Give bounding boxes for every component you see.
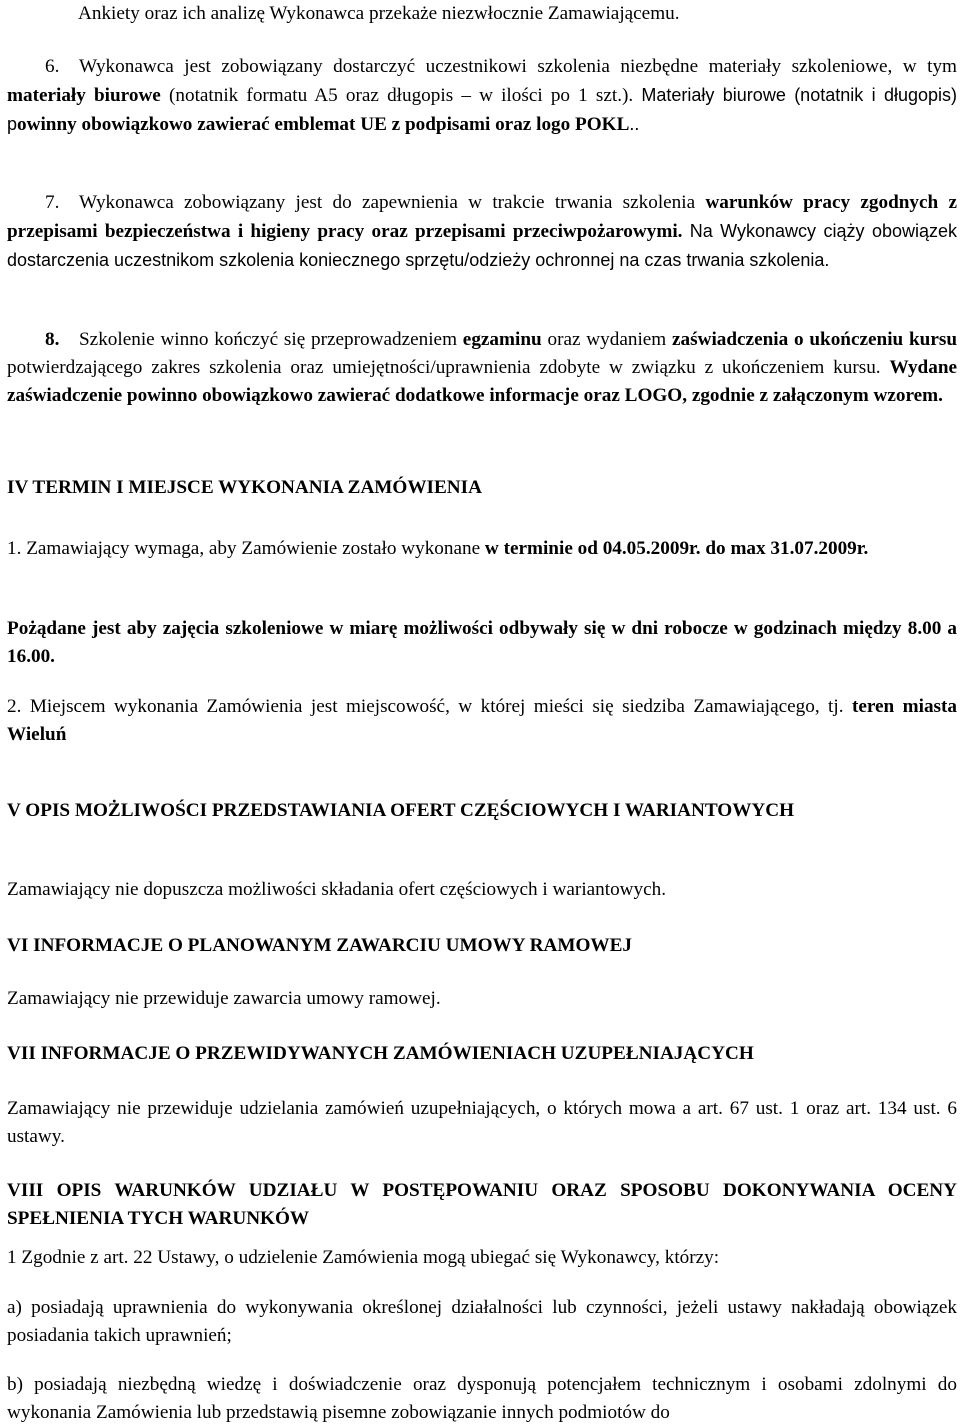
heading-text: VI INFORMACJE O PLANOWANYM ZAWARCIU UMOWY RAMOWEJ [7,935,632,956]
paragraph-text: Zamawiający nie przewiduje zawarcia umowy ramowej. [7,988,441,1009]
heading-text: VII INFORMACJE O PRZEWIDYWANYCH ZAMÓWIENIACH UZUPEŁNIAJĄCYCH [7,1043,754,1064]
list-item-b [7,1371,957,1427]
list-item-8 [7,326,957,410]
item-text: oraz wydaniem [547,329,667,350]
paragraph-text: 1 Zgodnie z art. 22 Ustawy, o udzielenie Zamówienia mogą ubiegać się Wykonawcy, którzy: [7,1247,720,1268]
item-text: (notatnik formatu A5 oraz długopis – w ilości po 1 szt.). [169,85,634,106]
list-item-a [7,1294,957,1350]
paragraph-zajecia [7,615,957,671]
item-text-sans: .. [629,114,640,134]
list-number: 7. [45,192,60,213]
paragraph-termin [7,535,957,563]
item-text: Wykonawca zobowiązany jest do zapewnienia w trakcie trwania szkolenia [79,192,696,213]
item-bold: egzaminu [462,329,542,350]
item-text: b) posiadają niezbędną wiedzę i doświadczenie oraz dysponują potencjałem technicznym i osobami zdolnymi do wykonania Zamówienia lub przedstawią pisemne zobowiązanie innych podmiotów do [7,1374,957,1423]
item-bold: Wydane zaświadczenie powinno obowiązkowo zawierać dodatkowe informacje oraz LOGO, zgodnie z załączonym wzorem. [7,357,958,406]
paragraph-bold: teren miasta Wieluń [7,696,958,745]
paragraph-text: 2. Miejscem wykonania Zamówienia jest miejscowość, w której mieści się siedziba Zamawiającego, tj. [7,696,844,717]
section-heading-viii [7,1177,957,1233]
item-text: a) posiadają uprawnienia do wykonywania określonej działalności lub czynności, jeżeli ustawy nakładają obowiązek posiadania takich uprawnień; [7,1297,957,1346]
paragraph-text: Ankiety oraz ich analizę Wykonawca przekaże niezwłocznie Zamawiającemu. [78,3,680,24]
section-heading-vii [7,1040,957,1068]
paragraph-text: 1. Zamawiający wymaga, aby Zamówienie zostało wykonane [7,538,481,559]
item-bold: materiały biurowe [7,85,161,106]
item-text-sans: Na Wykonawcy ciąży obowiązek dostarczenia uczestnikom szkolenia koniecznego sprzętu/odzieży ochronnej na czas trwania szkolenia. [7,221,958,270]
paragraph-miejsce [7,693,957,749]
paragraph-bold: w terminie od 04.05.2009r. do max 31.07.2009r. [484,538,869,559]
paragraph-ankiety [78,0,956,28]
section-heading-vi [7,932,957,960]
heading-text: IV TERMIN I MIEJSCE WYKONANIA ZAMÓWIENIA [7,477,482,498]
paragraph-sec7 [7,1095,957,1151]
list-item-7 [7,189,957,275]
item-bold: zaświadczenia o ukończeniu kursu [672,329,957,350]
paragraph-sec6 [7,985,957,1013]
section-heading-iv [7,474,957,502]
item-text: potwierdzającego zakres szkolenia oraz umiejętności/uprawnienia zdobyte w związku z ukończeniem kursu. [7,357,881,378]
paragraph-text: Zamawiający nie dopuszcza możliwości składania ofert częściowych i wariantowych. [7,879,667,900]
paragraph-bold: Pożądane jest aby zajęcia szkoleniowe w miarę możliwości odbywały się w dni robocze w godzinach między 8.00 a 16.00. [7,618,957,667]
paragraph-text: Zamawiający nie przewiduje udzielania zamówień uzupełniających, o których mowa a art. 67 ust. 1 oraz art. 134 ust. 6 ustawy. [7,1098,957,1147]
item-bold: owinny obowiązkowo zawierać emblemat UE z podpisami oraz logo POKL [17,114,630,135]
list-item-6 [7,53,957,139]
list-number: 6. [45,56,60,77]
paragraph-sec8-intro [7,1244,957,1272]
item-text: Szkolenie winno kończyć się przeprowadzeniem [79,329,457,350]
paragraph-sec5 [7,876,957,904]
item-text-sans: Materiały biurowe (notatnik i długopis) p [7,85,958,134]
list-number: 8. [45,329,60,350]
heading-text: V OPIS MOŻLIWOŚCI PRZEDSTAWIANIA OFERT CZĘŚCIOWYCH I WARIANTOWYCH [7,800,795,821]
section-heading-v [7,797,957,825]
item-bold: warunków pracy zgodnych z przepisami bezpieczeństwa i higieny pracy oraz przepisami przeciwpożarowymi. [7,192,958,242]
heading-text: VIII OPIS WARUNKÓW UDZIAŁU W POSTĘPOWANIU ORAZ SPOSOBU DOKONYWANIA OCENY SPEŁNIENIA TYCH WARUNKÓW [7,1180,957,1229]
item-text: Wykonawca jest zobowiązany dostarczyć uczestnikowi szkolenia niezbędne materiały szkoleniowe, w tym [79,56,957,77]
